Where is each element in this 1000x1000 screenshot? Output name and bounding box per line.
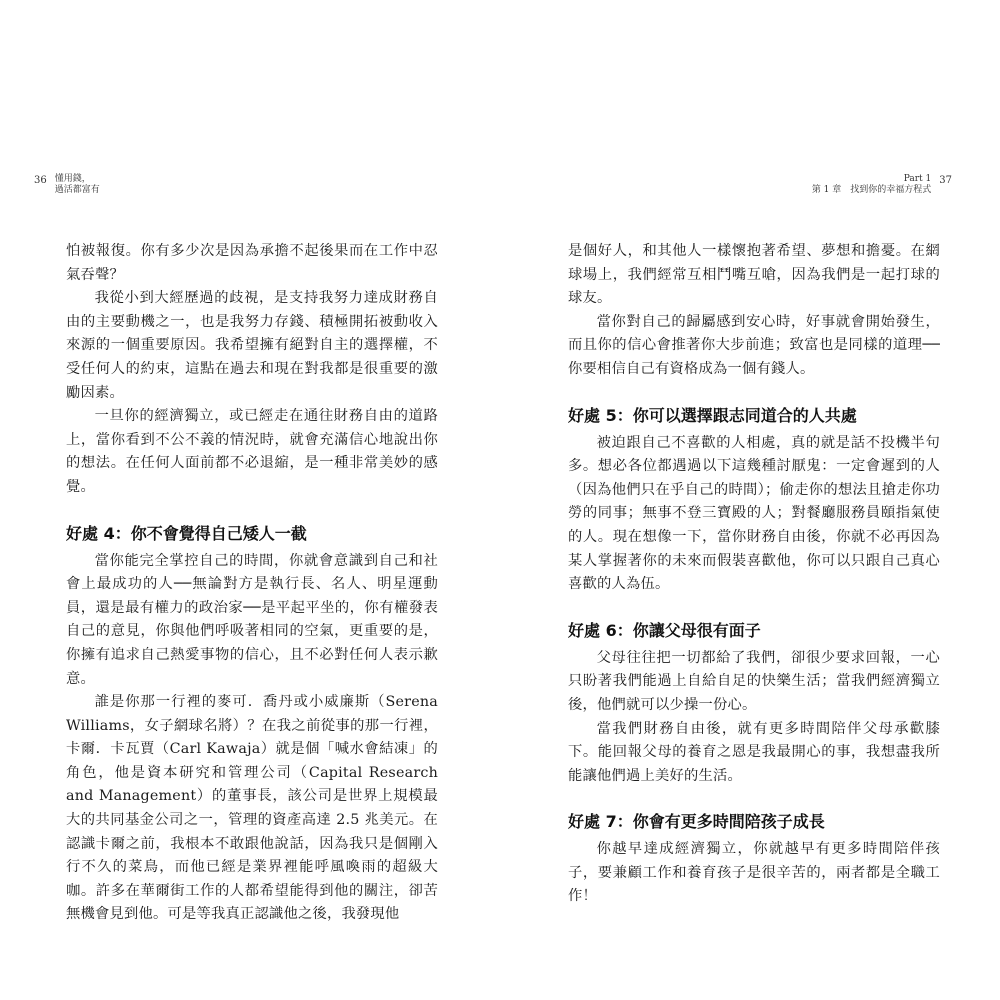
right-page-number: 37 — [939, 175, 952, 186]
paragraph: 被迫跟自己不喜歡的人相處，真的就是話不投機半句多。想必各位都遇過以下這幾種討厭鬼：一定會遲到的人（因為他們只在乎自己的時間）；偷走你的想法且搶走你功勞的同事；無事不登三寶殿的人；對餐廳服務員頤指氣使的人。現在想像一下，當你財務自由後，你就不必再因為某人掌握著你的未來而假裝喜歡他，你可以只跟自己真心喜歡的人為伍。 — [568, 434, 940, 593]
right-page-body — [568, 240, 940, 909]
right-page — [500, 0, 1000, 1000]
chapter-info — [812, 174, 931, 196]
section-heading: 好處 6：你讓父母很有面子 — [568, 620, 761, 640]
chapter-label: 第 1 章 找到你的幸福方程式 — [811, 185, 932, 195]
paragraph: 當你能完全掌控自己的時間，你就會意識到自己和社會上最成功的人──無論對方是執行長、名人、明星運動員，還是最有權力的政治家──是平起平坐的，你有權發表自己的意見，你與他們呼吸著相同的空氣，更重要的是，你擁有追求自己熱愛事物的信心，且不必對任何人表示歉意。 — [66, 552, 438, 687]
paragraph: 你越早達成經濟獨立，你就越早有更多時間陪伴孩子，要兼顧工作和養育孩子是很辛苦的，兩者都是全職工作！ — [568, 841, 940, 905]
paragraph: 怕被報復。你有多少次是因為承擔不起後果而在工作中忍氣吞聲？ — [66, 243, 438, 283]
paragraph: 一旦你的經濟獨立，或已經走在通往財務自由的道路上，當你看到不公不義的情況時，就會充滿信心地說出你的想法。在任何人面前都不必退縮，是一種非常美妙的感覺。 — [66, 408, 438, 495]
section-heading: 好處 4：你不會覺得自己矮人一截 — [66, 523, 307, 543]
book-title-line1: 懂用錢， — [54, 174, 91, 184]
section-heading: 好處 7：你會有更多時間陪孩子成長 — [568, 812, 825, 832]
paragraph: 父母往往把一切都給了我們，卻很少要求回報，一心只盼著我們能過上自給自足的快樂生活；當我們經濟獨立後，他們就可以少操一份心。 — [568, 649, 940, 713]
right-running-header — [812, 174, 952, 196]
left-page-body — [66, 240, 438, 927]
section-heading: 好處 5：你可以選擇跟志同道合的人共處 — [568, 405, 857, 425]
left-running-header — [34, 174, 100, 196]
paragraph: 是個好人，和其他人一樣懷抱著希望、夢想和擔憂。在網球場上，我們經常互相鬥嘴互嗆，因為我們是一起打球的球友。 — [568, 243, 940, 307]
paragraph: 當我們財務自由後，就有更多時間陪伴父母承歡膝下。能回報父母的養育之恩是我最開心的事，我想盡我所能讓他們過上美好的生活。 — [568, 720, 940, 784]
paragraph: 誰是你那一行裡的麥可．喬丹或小威廉斯（Serena Williams，女子網球名將）？在我之前從事的那一行裡，卡爾．卡瓦賈（Carl Kawaja）就是個「喊水會結凍」的角色，他是資本研究和管理公司（Capital Research and Management）的董事長，該公司是世界上規模最大的共同基金公司之一，管理的資產高達 2.5 兆美元。在認識卡爾之前，我根本不敢跟他說話，因為我只是個剛入行不久的菜鳥，而他已經是業界裡能呼風喚雨的超級大咖。許多在華爾街工作的人都希望能得到他的關注，卻苦無機會見到他。可是等我真正認識他之後，我發現他 — [66, 694, 438, 923]
left-page-number: 36 — [34, 175, 47, 186]
paragraph: 當你對自己的歸屬感到安心時，好事就會開始發生，而且你的信心會推著你大步前進；致富也是同樣的道理──你要相信自己有資格成為一個有錢人。 — [568, 313, 940, 377]
part-label: Part 1 — [903, 174, 932, 184]
paragraph: 我從小到大經歷過的歧視，是支持我努力達成財務自由的主要動機之一，也是我努力存錢、積極開拓被動收入來源的一個重要原因。我希望擁有絕對自主的選擇權，不受任何人的約束，這點在過去和現在對我都是很重要的激勵因素。 — [66, 290, 438, 401]
book-title-line2: 過活都富有 — [54, 185, 100, 195]
book-title — [55, 174, 100, 196]
